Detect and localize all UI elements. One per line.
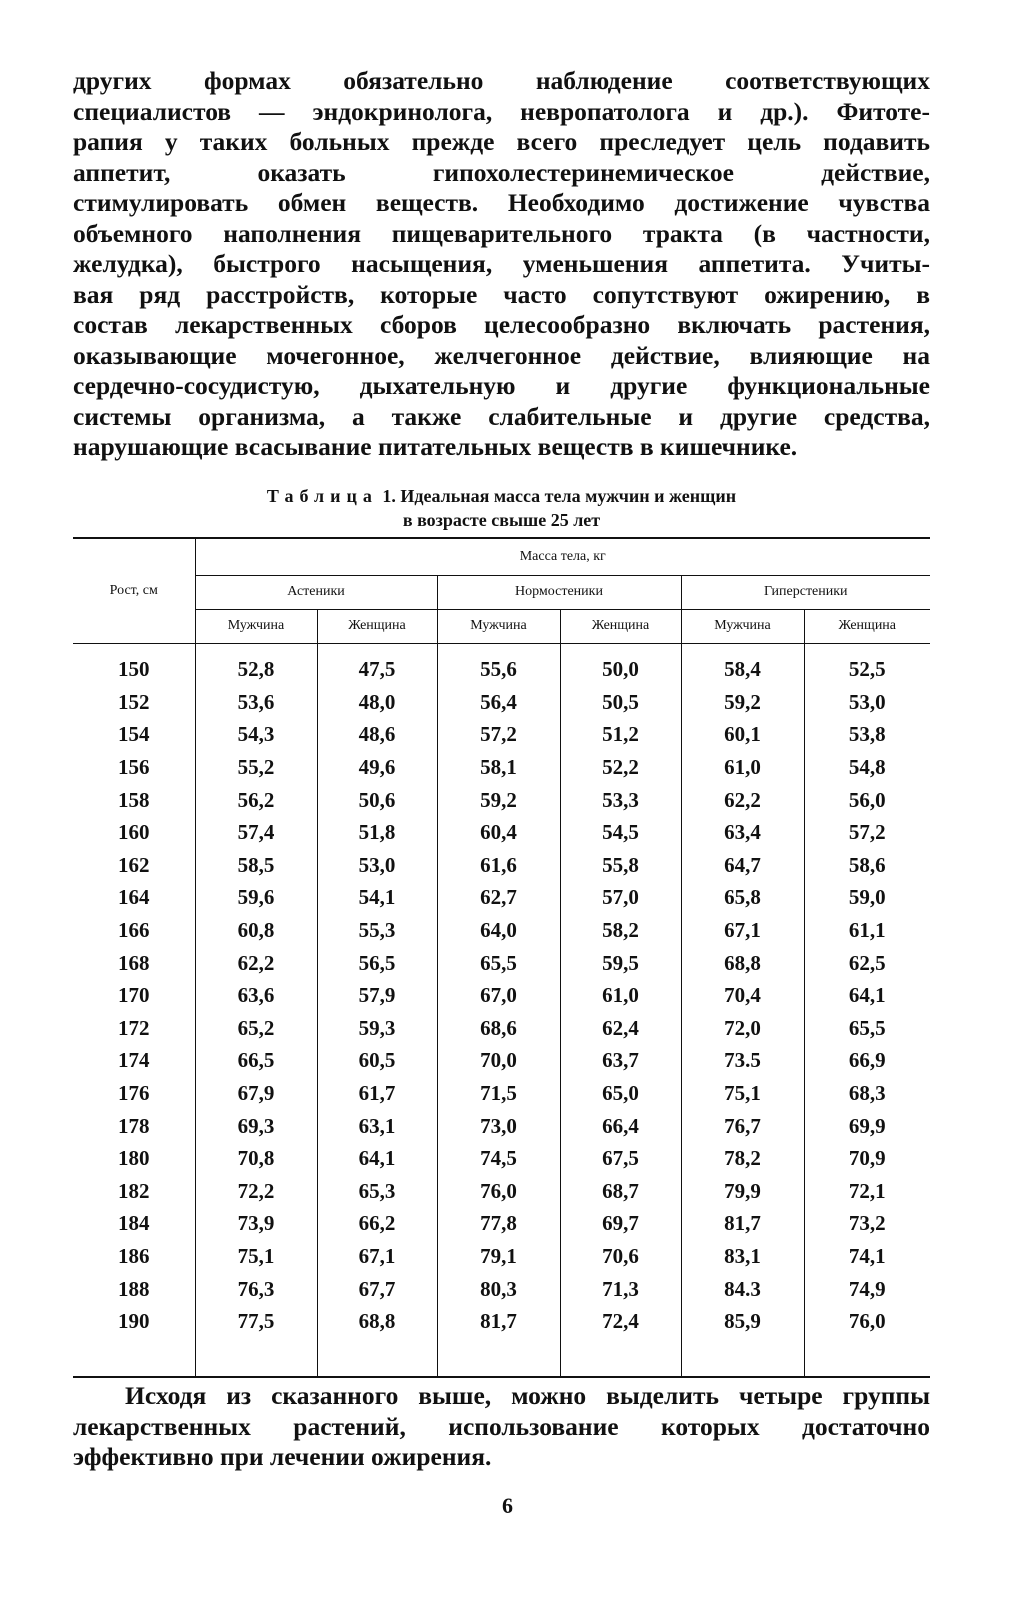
- mass-cell: 64,0: [437, 914, 560, 947]
- mass-cell: 62,7: [437, 882, 560, 915]
- height-cell: 178: [73, 1110, 195, 1143]
- text-line: вая ряд расстройств, которые часто сопутствуют ожирению, в: [73, 279, 930, 309]
- mass-cell: 74,5: [437, 1142, 560, 1175]
- table-row: [73, 643, 930, 686]
- mass-cell: 67,5: [560, 1142, 681, 1175]
- table-bottom-spacer: [73, 1338, 930, 1377]
- height-cell: 154: [73, 719, 195, 752]
- body-paragraph-bottom: [73, 1381, 930, 1473]
- mass-cell: 65,2: [195, 1012, 317, 1045]
- mass-cell: 53,0: [317, 849, 437, 882]
- mass-cell: 70,4: [681, 979, 804, 1012]
- mass-cell: 63,4: [681, 816, 804, 849]
- table-body: [73, 643, 930, 1377]
- mass-cell: 63,6: [195, 979, 317, 1012]
- mass-header: Масса тела, кг: [195, 538, 930, 575]
- table-row: [73, 1175, 930, 1208]
- height-cell: 160: [73, 816, 195, 849]
- mass-cell: 75,1: [195, 1240, 317, 1273]
- mass-cell: 52,8: [195, 643, 317, 686]
- mass-cell: 64,1: [804, 979, 930, 1012]
- height-cell: 188: [73, 1273, 195, 1306]
- sex-header: Женщина: [804, 609, 930, 643]
- text-line: специалистов — эндокринолога, невропатолога и др.). Фитоте-: [73, 96, 930, 126]
- height-cell: 164: [73, 882, 195, 915]
- mass-cell: 73,2: [804, 1208, 930, 1241]
- spacer-cell: [437, 1338, 560, 1377]
- mass-cell: 75,1: [681, 1077, 804, 1110]
- sex-header: Мужчина: [681, 609, 804, 643]
- mass-cell: 54,3: [195, 719, 317, 752]
- table-row: [73, 751, 930, 784]
- height-cell: 174: [73, 1045, 195, 1078]
- mass-cell: 58,2: [560, 914, 681, 947]
- mass-cell: 81,7: [437, 1305, 560, 1338]
- table-row: [73, 816, 930, 849]
- mass-cell: 58,4: [681, 643, 804, 686]
- table-row: [73, 1142, 930, 1175]
- mass-cell: 57,2: [437, 719, 560, 752]
- mass-cell: 70,9: [804, 1142, 930, 1175]
- table-row: [73, 1110, 930, 1143]
- mass-cell: 59,6: [195, 882, 317, 915]
- mass-cell: 76,3: [195, 1273, 317, 1306]
- mass-cell: 54,8: [804, 751, 930, 784]
- mass-cell: 73.5: [681, 1045, 804, 1078]
- height-cell: 170: [73, 979, 195, 1012]
- mass-cell: 72,4: [560, 1305, 681, 1338]
- spacer-cell: [317, 1338, 437, 1377]
- height-cell: 162: [73, 849, 195, 882]
- sex-header: Мужчина: [195, 609, 317, 643]
- mass-cell: 78,2: [681, 1142, 804, 1175]
- mass-cell: 83,1: [681, 1240, 804, 1273]
- height-cell: 158: [73, 784, 195, 817]
- caption-label: Таблица: [266, 486, 378, 506]
- caption-title: 1. Идеальная масса тела мужчин и женщин: [382, 486, 737, 506]
- text-line: сердечно-сосудистую, дыхательную и другие функциональные: [73, 371, 930, 400]
- text-line: желудка), быстрого насыщения, уменьшения аппетита. Учиты-: [73, 249, 930, 278]
- mass-cell: 53,0: [804, 686, 930, 719]
- mass-cell: 67,0: [437, 979, 560, 1012]
- mass-cell: 58,5: [195, 849, 317, 882]
- table-row: [73, 1208, 930, 1241]
- mass-cell: 63,1: [317, 1110, 437, 1143]
- mass-cell: 72,0: [681, 1012, 804, 1045]
- mass-cell: 71,3: [560, 1273, 681, 1306]
- mass-cell: 56,0: [804, 784, 930, 817]
- mass-cell: 48,0: [317, 686, 437, 719]
- table-row: [73, 1240, 930, 1273]
- text-line: нарушающие всасывание питательных веществ в кишечнике.: [73, 432, 798, 461]
- mass-cell: 59,2: [681, 686, 804, 719]
- mass-cell: 60,1: [681, 719, 804, 752]
- mass-cell: 48,6: [317, 719, 437, 752]
- mass-cell: 52,2: [560, 751, 681, 784]
- spacer-cell: [195, 1338, 317, 1377]
- mass-cell: 69,7: [560, 1208, 681, 1241]
- height-cell: 190: [73, 1305, 195, 1338]
- mass-cell: 68,8: [317, 1305, 437, 1338]
- text-line: эффективно при лечении ожирения.: [73, 1442, 492, 1471]
- mass-cell: 62,5: [804, 947, 930, 980]
- height-cell: 182: [73, 1175, 195, 1208]
- table-row: [73, 979, 930, 1012]
- table-caption: [73, 484, 930, 532]
- mass-cell: 76,0: [437, 1175, 560, 1208]
- mass-cell: 65,5: [437, 947, 560, 980]
- table-row: [73, 947, 930, 980]
- ideal-weight-table: [73, 537, 930, 1378]
- table-row: [73, 1273, 930, 1306]
- text-line: объемного наполнения пищеварительного тракта (в частности,: [73, 218, 930, 248]
- mass-cell: 55,3: [317, 914, 437, 947]
- mass-cell: 50,0: [560, 643, 681, 686]
- mass-cell: 62,2: [681, 784, 804, 817]
- mass-cell: 58,6: [804, 849, 930, 882]
- table-row: [73, 1012, 930, 1045]
- table-row: [73, 1045, 930, 1078]
- sex-header: Женщина: [317, 609, 437, 643]
- mass-cell: 53,3: [560, 784, 681, 817]
- mass-cell: 57,9: [317, 979, 437, 1012]
- text-line: Исходя из сказанного выше, можно выделить четыре группы: [125, 1381, 930, 1410]
- caption-line-1: [73, 484, 930, 508]
- mass-cell: 56,2: [195, 784, 317, 817]
- mass-cell: 67,1: [317, 1240, 437, 1273]
- text-line: других формах обязательно наблюдение соответствующих: [73, 66, 930, 95]
- mass-cell: 66,9: [804, 1045, 930, 1078]
- text-line: аппетит, оказать гипохолестеринемическое действие,: [73, 157, 930, 187]
- mass-cell: 50,5: [560, 686, 681, 719]
- mass-cell: 68,3: [804, 1077, 930, 1110]
- mass-cell: 81,7: [681, 1208, 804, 1241]
- table-row: [73, 784, 930, 817]
- mass-cell: 66,4: [560, 1110, 681, 1143]
- mass-cell: 74,1: [804, 1240, 930, 1273]
- mass-cell: 47,5: [317, 643, 437, 686]
- mass-cell: 72,1: [804, 1175, 930, 1208]
- sex-header-row: [73, 609, 930, 643]
- spacer-cell: [804, 1338, 930, 1377]
- mass-cell: 70,6: [560, 1240, 681, 1273]
- mass-cell: 73,9: [195, 1208, 317, 1241]
- mass-cell: 72,2: [195, 1175, 317, 1208]
- mass-cell: 51,8: [317, 816, 437, 849]
- mass-cell: 65,3: [317, 1175, 437, 1208]
- mass-cell: 76,0: [804, 1305, 930, 1338]
- mass-cell: 77,5: [195, 1305, 317, 1338]
- mass-cell: 56,4: [437, 686, 560, 719]
- mass-cell: 85,9: [681, 1305, 804, 1338]
- mass-cell: 61,0: [681, 751, 804, 784]
- mass-cell: 61,1: [804, 914, 930, 947]
- mass-cell: 73,0: [437, 1110, 560, 1143]
- mass-cell: 59,2: [437, 784, 560, 817]
- group-header: Нормостеники: [437, 575, 681, 609]
- mass-cell: 54,5: [560, 816, 681, 849]
- body-paragraph-top: [73, 66, 930, 463]
- sex-header: Мужчина: [437, 609, 560, 643]
- table-row: [73, 1077, 930, 1110]
- mass-cell: 57,0: [560, 882, 681, 915]
- spacer-cell: [560, 1338, 681, 1377]
- mass-cell: 64,7: [681, 849, 804, 882]
- height-cell: 152: [73, 686, 195, 719]
- height-cell: 166: [73, 914, 195, 947]
- mass-cell: 79,9: [681, 1175, 804, 1208]
- mass-cell: 68,8: [681, 947, 804, 980]
- mass-cell: 52,5: [804, 643, 930, 686]
- mass-cell: 56,5: [317, 947, 437, 980]
- mass-cell: 65,5: [804, 1012, 930, 1045]
- table-row: [73, 914, 930, 947]
- mass-cell: 67,7: [317, 1273, 437, 1306]
- mass-cell: 54,1: [317, 882, 437, 915]
- mass-cell: 61,0: [560, 979, 681, 1012]
- mass-cell: 59,3: [317, 1012, 437, 1045]
- mass-cell: 50,6: [317, 784, 437, 817]
- mass-cell: 68,7: [560, 1175, 681, 1208]
- mass-cell: 58,1: [437, 751, 560, 784]
- spacer-cell: [73, 1338, 195, 1377]
- height-cell: 186: [73, 1240, 195, 1273]
- mass-cell: 61,7: [317, 1077, 437, 1110]
- mass-cell: 49,6: [317, 751, 437, 784]
- height-cell: 184: [73, 1208, 195, 1241]
- mass-cell: 66,2: [317, 1208, 437, 1241]
- mass-cell: 70,0: [437, 1045, 560, 1078]
- mass-cell: 69,3: [195, 1110, 317, 1143]
- table-row: [73, 849, 930, 882]
- mass-cell: 84.3: [681, 1273, 804, 1306]
- mass-cell: 65,8: [681, 882, 804, 915]
- mass-cell: 51,2: [560, 719, 681, 752]
- mass-cell: 57,4: [195, 816, 317, 849]
- sex-header: Женщина: [560, 609, 681, 643]
- mass-cell: 77,8: [437, 1208, 560, 1241]
- table-row: [73, 719, 930, 752]
- height-cell: 168: [73, 947, 195, 980]
- mass-cell: 71,5: [437, 1077, 560, 1110]
- mass-cell: 70,8: [195, 1142, 317, 1175]
- mass-cell: 67,1: [681, 914, 804, 947]
- group-header: Гиперстеники: [681, 575, 930, 609]
- height-column-header: Рост, см: [73, 538, 195, 643]
- text-line: рапия у таких больных прежде всего преследует цель подавить: [73, 127, 930, 156]
- height-cell: 150: [73, 643, 195, 686]
- mass-cell: 62,4: [560, 1012, 681, 1045]
- table-row: [73, 882, 930, 915]
- mass-cell: 55,8: [560, 849, 681, 882]
- mass-cell: 67,9: [195, 1077, 317, 1110]
- text-line: оказывающие мочегонное, желчегонное действие, влияющие на: [73, 340, 930, 370]
- mass-cell: 65,0: [560, 1077, 681, 1110]
- mass-cell: 69,9: [804, 1110, 930, 1143]
- height-cell: 172: [73, 1012, 195, 1045]
- mass-cell: 53,6: [195, 686, 317, 719]
- table-row: [73, 1305, 930, 1338]
- mass-cell: 60,5: [317, 1045, 437, 1078]
- mass-cell: 62,2: [195, 947, 317, 980]
- mass-cell: 80,3: [437, 1273, 560, 1306]
- mass-cell: 79,1: [437, 1240, 560, 1273]
- text-line: системы организма, а также слабительные и другие средства,: [73, 401, 930, 431]
- mass-cell: 60,8: [195, 914, 317, 947]
- mass-cell: 60,4: [437, 816, 560, 849]
- height-cell: 180: [73, 1142, 195, 1175]
- mass-cell: 74,9: [804, 1273, 930, 1306]
- height-cell: 156: [73, 751, 195, 784]
- mass-cell: 61,6: [437, 849, 560, 882]
- mass-cell: 66,5: [195, 1045, 317, 1078]
- mass-cell: 59,0: [804, 882, 930, 915]
- mass-cell: 68,6: [437, 1012, 560, 1045]
- text-line: состав лекарственных сборов целесообразно включать растения,: [73, 310, 930, 339]
- mass-cell: 64,1: [317, 1142, 437, 1175]
- mass-cell: 76,7: [681, 1110, 804, 1143]
- mass-cell: 55,6: [437, 643, 560, 686]
- page-number: 6: [502, 1493, 513, 1518]
- mass-cell: 57,2: [804, 816, 930, 849]
- mass-cell: 53,8: [804, 719, 930, 752]
- table-row: [73, 686, 930, 719]
- mass-cell: 55,2: [195, 751, 317, 784]
- mass-cell: 63,7: [560, 1045, 681, 1078]
- spacer-cell: [681, 1338, 804, 1377]
- caption-line-2: в возрасте свыше 25 лет: [402, 510, 601, 530]
- text-line: стимулировать обмен веществ. Необходимо достижение чувства: [73, 188, 930, 217]
- mass-cell: 59,5: [560, 947, 681, 980]
- height-cell: 176: [73, 1077, 195, 1110]
- text-line: лекарственных растений, использование которых достаточно: [73, 1411, 930, 1441]
- group-header: Астеники: [195, 575, 437, 609]
- group-header-row: [73, 575, 930, 609]
